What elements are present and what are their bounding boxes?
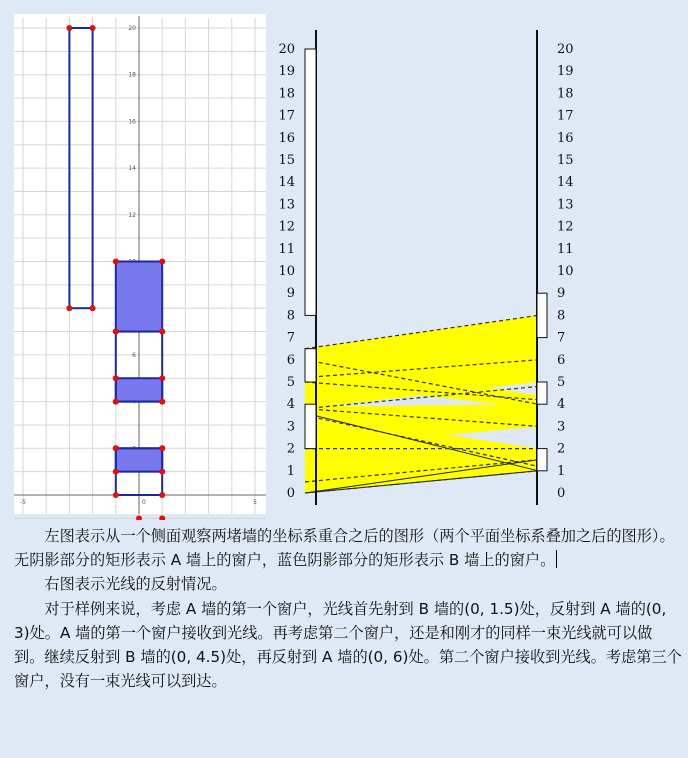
y-tick-label: 16 — [128, 118, 136, 126]
caption-paragraph-1-text: 左图表示从一个侧面观察两堵墙的坐标系重合之后的图形（两个平面坐标系叠加之后的图形）。无阴影部分的矩形表示 A 墙上的窗户，蓝色阴影部分的矩形表示 B 墙上的窗户。 — [14, 527, 675, 570]
wall-b-scale-label: 19 — [557, 64, 574, 80]
wall-b-scale-label: 12 — [557, 219, 574, 235]
wall-a-scale-label: 5 — [286, 375, 295, 390]
wall-a-scale-label: 17 — [278, 108, 295, 124]
wall-a-scale-label: 10 — [278, 264, 295, 279]
wall-a-window — [305, 349, 316, 382]
wall-a-scale-label: 12 — [278, 219, 295, 235]
wall-b-scale-label: 5 — [557, 375, 566, 390]
caption-paragraph-3: 对于样例来说，考虑 A 墙的第一个窗户，光线首先射到 B 墙的(0, 1.5)处，反射到 A 墙的(0, 3)处。A 墙的第一个窗户接收到光线。再考虑第二个窗户，还是和刚才的同样一束光线就可以做到。继续反射到 B 墙的(0, 4.5)处，再反射到 A 墙的(0, 6)处。第二个窗户接收到光线。考虑第三个窗户，没有一束光线可以到达。 — [14, 599, 682, 691]
wall-b-scale-label: 11 — [557, 241, 574, 257]
wall-a-scale-label: 18 — [278, 86, 295, 102]
wall-a-scale-label: 6 — [286, 352, 295, 368]
wall-b-scale-label: 10 — [557, 264, 574, 279]
wall-a-scale-label: 2 — [286, 441, 295, 457]
wall-a-window — [305, 49, 316, 315]
y-tick-label: 20 — [128, 25, 136, 32]
wall-a-scale-label: 11 — [278, 241, 295, 257]
wall-b-scale-label: 13 — [557, 197, 574, 213]
wall-a-scale-label: 0 — [286, 486, 295, 501]
wall-b-window — [537, 293, 547, 337]
wall-b-scale-label: 3 — [557, 419, 566, 435]
wall-b-scale-label: 9 — [557, 286, 566, 302]
wall-b-scale-labels — [557, 42, 574, 501]
wall-a-scale-label: 16 — [278, 130, 295, 146]
wall-a-scale-label: 19 — [278, 64, 295, 80]
y-tick-label: 6 — [132, 351, 136, 359]
light-bands — [305, 315, 538, 493]
wall-b-scale-label: 2 — [557, 441, 566, 457]
wall-b-scale-label: 7 — [557, 330, 566, 346]
explanation-text — [14, 524, 682, 693]
wall-b-scale-label: 14 — [557, 175, 574, 191]
y-tick-label: 14 — [128, 165, 136, 173]
text-cursor — [556, 550, 557, 568]
wall-b-scale-label: 0 — [557, 486, 566, 501]
wall-b-scale-label: 1 — [557, 463, 566, 479]
wall-a-scale-label: 14 — [278, 175, 295, 191]
wall-a-scale-label: 3 — [286, 419, 295, 435]
wall-a-scale-label: 1 — [286, 463, 295, 479]
wall-a-scale-label: 20 — [278, 42, 295, 57]
wall-a-scale-label: 8 — [286, 308, 295, 324]
wall-b-scale-label: 4 — [557, 397, 566, 413]
wall-b-window — [537, 449, 547, 471]
wall-b-scale-label: 17 — [557, 108, 574, 124]
wall-b-scale-label: 8 — [557, 308, 566, 324]
x-tick-label: -5 — [20, 499, 26, 506]
wall-a-scale-label: 7 — [286, 330, 295, 346]
wall-b-scale-label: 16 — [557, 130, 574, 146]
wall-b-scale-label: 15 — [557, 153, 574, 168]
wall-b-scale-label: 6 — [557, 352, 566, 368]
wall-a-scale-label: 13 — [278, 197, 295, 213]
caption-paragraph-1 — [14, 524, 682, 572]
x-tick-label: 5 — [253, 499, 257, 506]
wall-b-scale-label: 18 — [557, 86, 574, 102]
origin-label: 0 — [142, 499, 146, 506]
wall-a-window — [305, 404, 316, 448]
wall-a-scale-label: 15 — [278, 153, 295, 168]
y-tick-label: 12 — [128, 211, 136, 219]
wall-b-scale-label: 20 — [557, 42, 574, 57]
y-tick-label: 18 — [128, 71, 136, 79]
wall-a-scale-label: 9 — [286, 286, 295, 302]
wall-b-window — [537, 382, 547, 404]
caption-paragraph-2: 右图表示光线的反射情况。 — [44, 575, 227, 594]
wall-a-scale-labels — [278, 42, 295, 501]
wall-a-scale-label: 4 — [286, 397, 295, 413]
